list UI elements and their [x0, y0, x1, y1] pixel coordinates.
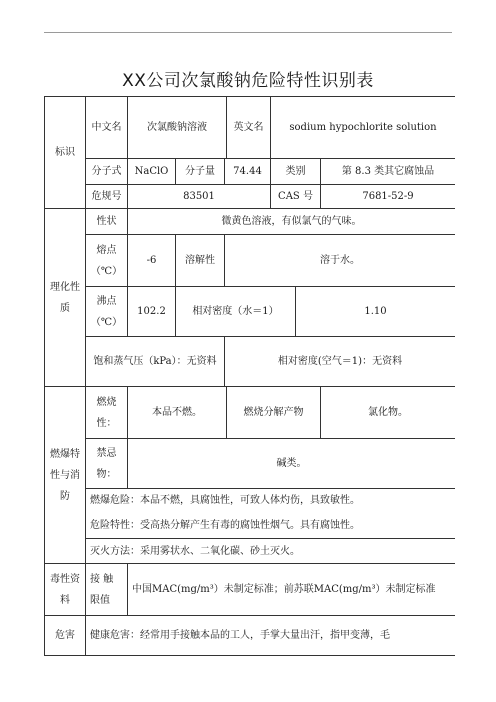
table-row	[45, 564, 456, 616]
boiling-point-label: 沸点（℃）	[86, 287, 128, 337]
melting-point-value: -6	[128, 235, 176, 287]
table-row	[45, 489, 456, 513]
section-health-label: 危害	[45, 616, 86, 656]
extinguishing-method: 灭火方法：采用雾状水、二氧化碳、砂土灭火。	[86, 539, 456, 564]
cas-value: 7681-52-9	[321, 185, 456, 209]
section-physchem-label: 理化性质	[45, 209, 86, 387]
header-rule	[44, 32, 452, 33]
cn-name-label: 中文名	[86, 97, 128, 159]
table-row	[45, 185, 456, 209]
incompatible-value: 碱类。	[128, 439, 456, 489]
en-name-value: sodium hypochlorite solution	[271, 97, 456, 159]
formula-value: NaClO	[128, 159, 176, 185]
table-row	[45, 97, 456, 159]
incompatible-label: 禁忌物：	[86, 439, 128, 489]
formula-label: 分子式	[86, 159, 128, 185]
cn-name-value: 次氯酸钠溶液	[128, 97, 227, 159]
danger-characteristics: 危险特性：受高热分解产生有毒的腐蚀性烟气。具有腐蚀性。	[86, 513, 456, 539]
relative-density-air: 相对密度(空气＝1)：无资料	[225, 337, 456, 387]
boiling-point-value: 102.2	[128, 287, 176, 337]
table-row	[45, 387, 456, 439]
table-row	[45, 209, 456, 235]
hazard-number-value: 83501	[128, 185, 271, 209]
exposure-limit-value: 中国MAC(mg/m³）未制定标准；前苏联MAC(mg/m³）未制定标准	[128, 564, 456, 616]
en-name-label: 英文名	[227, 97, 271, 159]
solubility-value: 溶于水。	[225, 235, 456, 287]
solubility-label: 溶解性	[176, 235, 225, 287]
relative-density-water-label: 相对密度（水＝1）	[176, 287, 296, 337]
table-row	[45, 159, 456, 185]
table-row	[45, 539, 456, 564]
explosion-hazard: 燃爆危险：本品不燃，具腐蚀性，可致人体灼伤，具致敏性。	[86, 489, 456, 513]
flammability-value: 本品不燃。	[128, 387, 227, 439]
hazard-table	[44, 96, 455, 656]
table-row	[45, 337, 456, 387]
health-hazard-text: 健康危害：经常用手接触本品的工人，手掌大量出汗，指甲变薄，毛	[86, 616, 456, 656]
relative-density-water-value: 1.10	[296, 287, 456, 337]
exposure-limit-label: 接 触 限值	[86, 564, 128, 616]
appearance-label: 性状	[86, 209, 128, 235]
section-identity-label: 标识	[45, 97, 86, 209]
table-row	[45, 513, 456, 539]
decomposition-label: 燃烧分解产物	[227, 387, 321, 439]
section-fire-label: 燃爆特性与消防	[45, 387, 86, 564]
table-row	[45, 287, 456, 337]
class-value: 第 8.3 类其它腐蚀品	[321, 159, 456, 185]
decomposition-value: 氯化物。	[321, 387, 456, 439]
appearance-value: 微黄色溶液，有似氯气的气味。	[128, 209, 456, 235]
molecular-weight-value: 74.44	[225, 159, 271, 185]
document-title: XX公司次氯酸钠危险特性识别表	[122, 71, 374, 91]
table-row	[45, 235, 456, 287]
molecular-weight-label: 分子量	[176, 159, 225, 185]
class-label: 类别	[271, 159, 321, 185]
flammability-label: 燃烧性：	[86, 387, 128, 439]
vapor-pressure: 饱和蒸气压（kPa）：无资料	[86, 337, 225, 387]
cas-label: CAS 号	[271, 185, 321, 209]
hazard-number-label: 危规号	[86, 185, 128, 209]
section-toxicity-label: 毒性资料	[45, 564, 86, 616]
hazard-table-wrapper	[44, 96, 455, 702]
table-row	[45, 439, 456, 489]
table-row	[45, 616, 456, 656]
melting-point-label: 熔点（℃）	[86, 235, 128, 287]
